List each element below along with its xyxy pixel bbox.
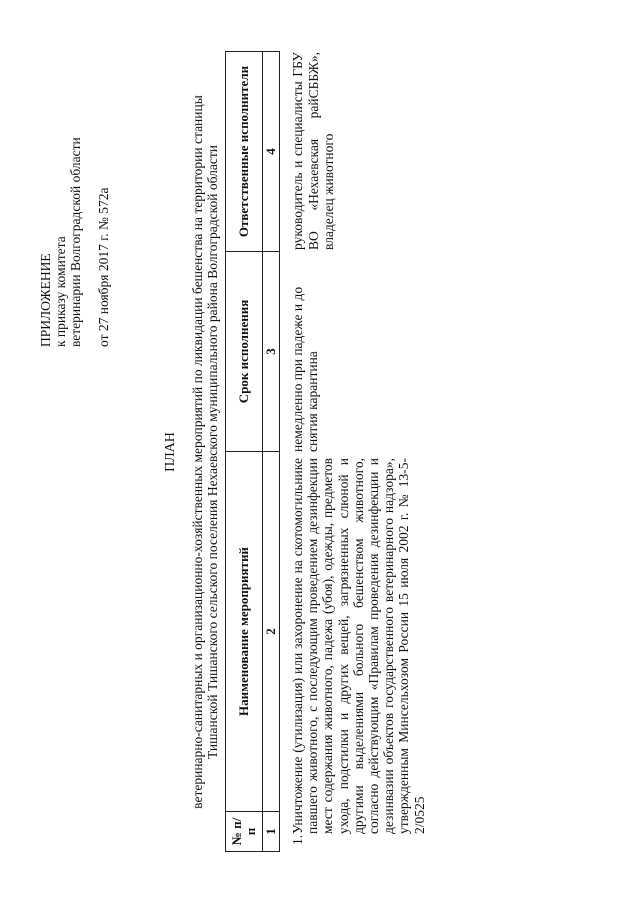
plan-subtitle — [190, 22, 220, 882]
plan-subtitle-line-1: ветеринарно-санитарных и организационно-хозяйственных мероприятий по ликвидации бешенства на территории станицы — [190, 95, 205, 809]
header-deadline: Срок исполнения — [226, 252, 263, 452]
column-number-1: 1 — [263, 812, 280, 852]
row-number: 1. — [290, 834, 305, 845]
plan-subtitle-line-2: Тишанской Тишанского сельского поселения Нехаевского муниципального района Волгоградской области — [205, 145, 220, 759]
column-number-4: 4 — [263, 52, 280, 252]
appendix-title: ПРИЛОЖЕНИЕ — [38, 253, 53, 347]
row-executors-text: руководитель и специалисты ГБУ ВО «Нехаевская райСББЖ», владелец животного — [290, 52, 336, 250]
table-column-numbers-row — [263, 52, 280, 852]
table-header-row — [226, 52, 263, 852]
header-action: Наименование мероприятий — [226, 452, 263, 812]
header-executors: Ответственные исполнители — [226, 52, 263, 252]
plan-table — [225, 51, 280, 852]
appendix-header — [38, 47, 111, 347]
appendix-date: от 27 ноября 2017 г. № 572а — [96, 187, 111, 347]
appendix-order-ref: к приказу комитета — [53, 236, 68, 347]
row-deadline-text: немедленно при падеже и до снятия карантина — [290, 286, 320, 452]
rotated-document-page — [20, 22, 620, 882]
row-action-text: Уничтожение (утилизация) или захоронение на скотомогильнике павшего животного, с последующим проведением дезинфекции мест содержания животного, падежа (убоя), одежды, предметов ухода, подстилки и других вещей, загрязненных слюной и другими выделениями больного бешенством животного, согласно действующим «Правилам проведения дезинфекции и дезинвазии объектов государственного ветеринарного надзора», утвержденным Минсельхозом России 15 июля 2002 г. № 13-5-2/0525 — [290, 458, 427, 834]
appendix-committee: ветеринарии Волгоградской области — [68, 137, 83, 347]
plan-title: ПЛАН — [163, 432, 178, 472]
column-number-2: 2 — [263, 452, 280, 812]
header-number: № п/п — [226, 812, 263, 852]
column-number-3: 3 — [263, 252, 280, 452]
